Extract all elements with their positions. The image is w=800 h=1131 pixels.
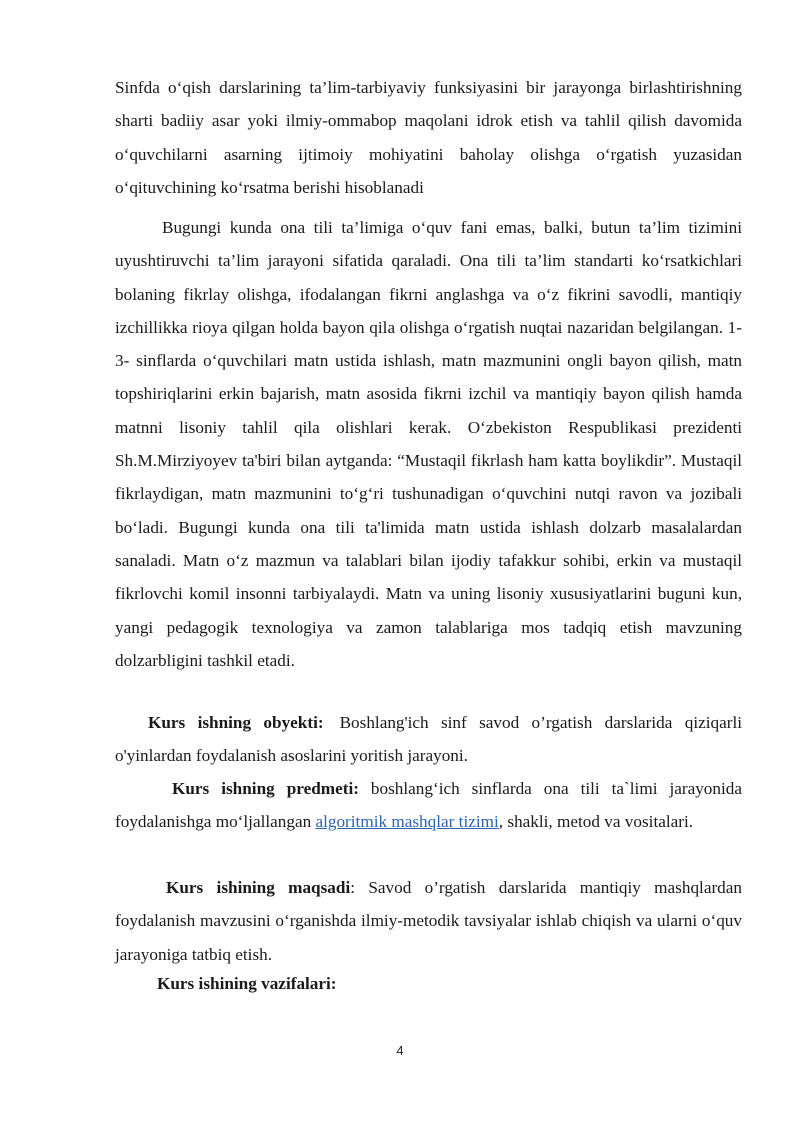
course-subject-label: Kurs ishning predmeti: — [172, 779, 359, 798]
page-number: 4 — [396, 1043, 404, 1058]
course-object-label: Kurs ishning obyekti: — [148, 713, 324, 732]
course-object-text: Boshlang'ich sinf savod o’rgatish darslarida qiziqarli o'yinlardan foydalanish asoslarini yoritish jarayoni. — [115, 713, 742, 766]
course-goal-label: Kurs ishining maqsadi — [166, 878, 351, 897]
algorithmic-exercises-link[interactable]: algoritmik mashqlar tizimi — [315, 812, 499, 832]
course-subject-text-end: , shakli, metod va vositalari. — [498, 812, 694, 832]
paragraph-mother-tongue: Bugungi kunda ona tili ta’limiga o‘quv fani emas, balki, butun ta’lim tizimini uyushtiruvchi ta’lim jarayoni sifatida qaraladi. Ona tili ta’lim standarti ko‘rsatkichlari bolaning fikrlay olishga, ifodalangan fikrni anglashga va o‘z fikrini savodli, mantiqiy izchillikka rioya qilgan holda bayon qila olishga o‘rgatish nuqtai nazaridan belgilangan. 1-3- sinflarda o‘quvchilari matn ustida ishlash, matn mazmunini ongli bayon qilish, matn topshiriqlarini erkin bajarish, matn asosida fikrni izchil va mantiqiy bayon qilish hamda matnni lisoniy tahlil qila olishlari kerak. O‘zbekiston Respublikasi prezidenti Sh.M.Mirziyoyev ta'biri bilan aytganda: “Mustaqil fikrlash ham katta boylikdir”. Mustaqil fikrlaydigan, matn mazmunini to‘g‘ri tushunadigan o‘quvchini nutqi ravon va jozibali bo‘ladi. Bugungi kunda ona tili ta'limida matn ustida ishlash dolzarb masalalardan sanaladi. Matn o‘z mazmun va talablari bilan ijodiy tafakkur sohibi, erkin va mustaqil fikrlovchi komil insonni tarbiyalaydi. Matn va uning lisoniy xususiyatlarini buguni kun, yangi pedagogik texnologiya va zamon talablariga mos tadqiq etish mavzuning dolzarbligini tashkil etadi. — [115, 218, 742, 670]
paragraph-reading-lessons: Sinfda o‘qish darslarining ta’lim-tarbiyaviy funksiyasini bir jarayonga birlashtirishning sharti badiiy asar yoki ilmiy-ommabop maqolani idrok etish va tahlil qilish davomida o‘quvchilarni asarning ijtimoiy mohiyatini baholay olishga o‘rgatish yuzasidan o‘qituvchining ko‘rsatma berishi hisoblanadi — [115, 78, 742, 197]
paragraph-course-subject — [115, 772, 742, 839]
paragraph-course-goal — [115, 871, 742, 971]
paragraph-course-tasks — [115, 967, 742, 1000]
paragraph-course-object — [115, 706, 742, 773]
course-tasks-label: Kurs ishining vazifalari: — [157, 974, 337, 993]
course-subject-text: boshlang‘ich sinflarda ona tili ta`limi jarayonida foydalanishga mo‘ljallangan — [115, 779, 742, 832]
course-goal-text: : Savod o’rgatish darslarida mantiqiy mashqlardan foydalanish mavzusini o‘rganishda ilmiy-metodik tavsiyalar ishlab chiqish va ularni o‘quv jarayoniga tatbiq etish. — [115, 878, 742, 964]
